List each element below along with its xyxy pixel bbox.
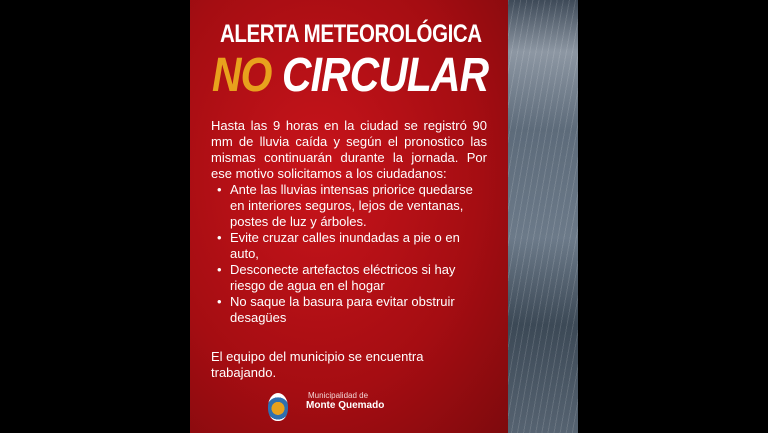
poster-subtitle <box>212 48 488 103</box>
municipality-logo-icon <box>268 393 288 421</box>
alert-poster <box>190 0 578 433</box>
recommendations-list <box>217 182 487 326</box>
subtitle-no: NO <box>212 49 272 102</box>
org-line1: Municipalidad de <box>308 391 369 400</box>
list-item: • Evite cruzar calles inundadas a pie o en auto, <box>217 230 487 262</box>
list-item: • Ante las lluvias intensas priorice quedarse en interiores seguros, lejos de ventanas, postes de luz y árboles. <box>217 182 487 230</box>
rain-photo <box>508 0 578 433</box>
poster-body <box>211 118 487 326</box>
subtitle-circular: CIRCULAR <box>281 49 489 102</box>
org-line2: Monte Quemado <box>306 400 385 411</box>
intro-text: Hasta las 9 horas en la ciudad se registró 90 mm de lluvia caída y según el pronostico las mismas continuarán durante la jornada. Por ese motivo solicitamos a los ciudadanos: <box>211 118 487 181</box>
list-item: • Desconecte artefactos eléctricos si hay riesgo de agua en el hogar <box>217 262 487 294</box>
closing-text: El equipo del municipio se encuentra trabajando. <box>211 349 424 380</box>
list-item: • No saque la basura para evitar obstruir desagües <box>217 294 487 326</box>
poster-title: ALERTA METEOROLÓGICA <box>220 20 482 48</box>
